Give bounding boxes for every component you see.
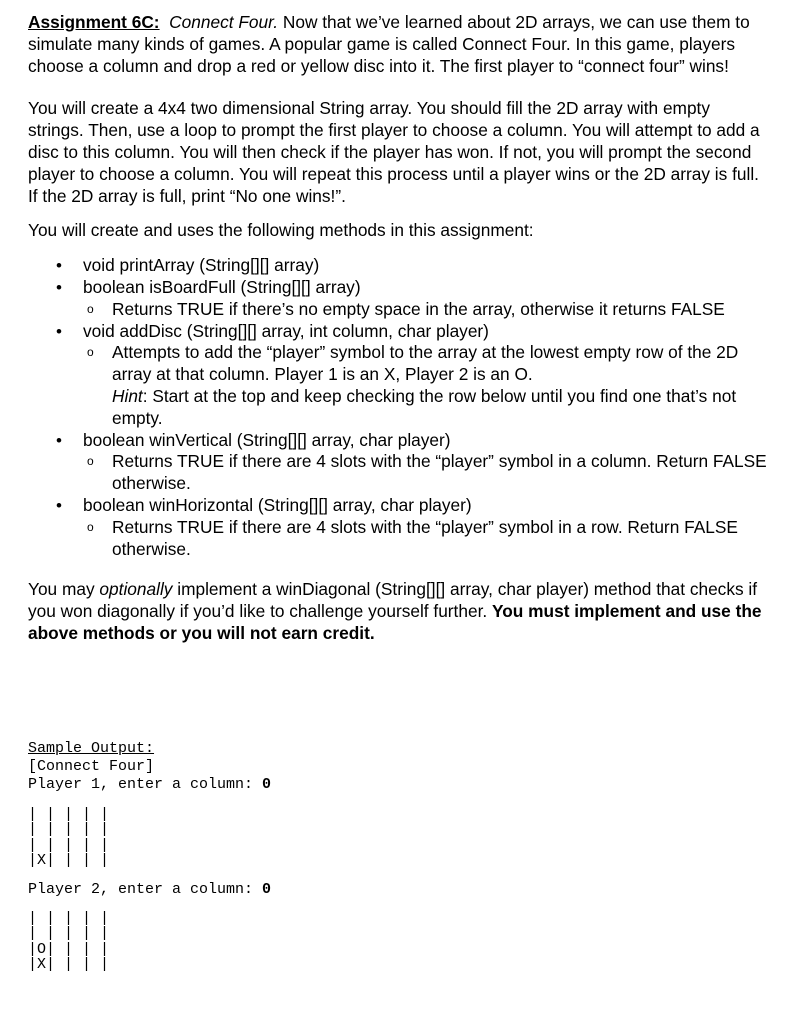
board-row: | | | | | bbox=[28, 821, 110, 839]
method-details bbox=[83, 342, 768, 429]
method-details bbox=[83, 517, 768, 561]
bullet-icon: • bbox=[56, 277, 62, 297]
board-row: |O| | | | bbox=[28, 940, 110, 958]
prompt-text: Player 1, enter a column: bbox=[28, 776, 263, 794]
prompt-text: Player 2, enter a column: bbox=[28, 880, 263, 898]
method-item bbox=[28, 255, 768, 277]
method-details bbox=[83, 451, 768, 495]
user-input: 0 bbox=[262, 880, 272, 898]
method-details bbox=[83, 299, 768, 321]
bullet-icon: • bbox=[56, 430, 62, 450]
circle-bullet-icon: o bbox=[87, 519, 94, 534]
bullet-icon: • bbox=[56, 321, 62, 341]
board-row: | | | | | bbox=[28, 836, 110, 854]
hint-text: : Start at the top and keep checking the row below until you find one that’s not empty. bbox=[112, 385, 737, 428]
method-detail-text: Returns TRUE if there are 4 slots with the “player” symbol in a row. Return FALSE otherwise. bbox=[112, 516, 738, 559]
optional-text: You may bbox=[28, 579, 100, 600]
method-signature: boolean isBoardFull (String[][] array) bbox=[83, 276, 361, 297]
optional-paragraph bbox=[28, 579, 768, 644]
method-detail bbox=[83, 451, 768, 495]
method-detail-text: Returns TRUE if there’s no empty space in the array, otherwise it returns FALSE bbox=[112, 298, 725, 319]
method-item bbox=[28, 321, 768, 430]
board-row: | | | | | bbox=[28, 909, 110, 927]
optional-text-cont: implement a winDiagonal (String[][] array, char player) method that checks if you won diagonally if you’d like to challenge yourself further. bbox=[28, 579, 758, 622]
console-prompt-1 bbox=[28, 776, 271, 794]
board-row: | | | | | bbox=[28, 805, 110, 823]
intro-text: Now that we’ve learned about 2D arrays, we can use them to simulate many kinds of games. A popular game is called Connect Four. In this game, players choose a column and drop a red or yellow disc into it. The first player to “connect four” wins! bbox=[28, 12, 750, 76]
method-signature: boolean winHorizontal (String[][] array, char player) bbox=[83, 494, 472, 515]
sample-output bbox=[28, 740, 271, 973]
assignment-label: Assignment 6C: bbox=[28, 12, 160, 32]
assignment-document bbox=[28, 12, 768, 645]
console-title: [Connect Four] bbox=[28, 758, 155, 776]
board-row: |X| | | | bbox=[28, 852, 110, 870]
method-item bbox=[28, 430, 768, 495]
method-signature: void addDisc (String[][] array, int column, char player) bbox=[83, 320, 489, 341]
intro-paragraph bbox=[28, 12, 768, 77]
method-detail-text: Returns TRUE if there are 4 slots with the “player” symbol in a column. Return FALSE otherwise. bbox=[112, 451, 767, 494]
instructions-paragraph: You will create a 4x4 two dimensional String array. You should fill the 2D array with empty strings. Then, use a loop to prompt the first player to choose a column. You will attempt to add a disc to this column. You will then check if the player has won. If not, you will prompt the second player to choose a column. You will repeat this process until a player wins or the 2D array is full. If the 2D array is full, print “No one wins!”. bbox=[28, 98, 760, 206]
circle-bullet-icon: o bbox=[87, 454, 94, 469]
method-detail bbox=[83, 299, 768, 321]
method-signature: boolean winVertical (String[][] array, char player) bbox=[83, 429, 451, 450]
credit-warning: You must implement and use the above methods or you will not earn credit. bbox=[28, 601, 762, 643]
circle-bullet-icon: o bbox=[87, 301, 94, 316]
board-row: | | | | | bbox=[28, 925, 110, 943]
method-detail bbox=[83, 517, 768, 561]
sample-heading: Sample Output: bbox=[28, 740, 155, 757]
circle-bullet-icon: o bbox=[87, 345, 94, 360]
console-prompt-2 bbox=[28, 881, 271, 899]
method-item bbox=[28, 277, 768, 321]
method-detail-text: Attempts to add the “player” symbol to the array at the lowest empty row of the 2D array at that column. Player 1 is an X, Player 2 is an O. bbox=[112, 342, 739, 385]
method-signature: void printArray (String[][] array) bbox=[83, 255, 320, 276]
hint-label: Hint bbox=[112, 385, 143, 406]
method-item bbox=[28, 495, 768, 560]
methods-intro: You will create and uses the following methods in this assignment: bbox=[28, 220, 534, 241]
method-detail bbox=[83, 342, 768, 429]
methods-list bbox=[28, 255, 768, 560]
board-row: |X| | | | bbox=[28, 956, 110, 974]
assignment-title: Connect Four. bbox=[169, 12, 279, 32]
optional-emphasis: optionally bbox=[99, 579, 173, 600]
user-input: 0 bbox=[262, 776, 272, 794]
bullet-icon: • bbox=[56, 495, 62, 515]
bullet-icon: • bbox=[56, 256, 62, 276]
